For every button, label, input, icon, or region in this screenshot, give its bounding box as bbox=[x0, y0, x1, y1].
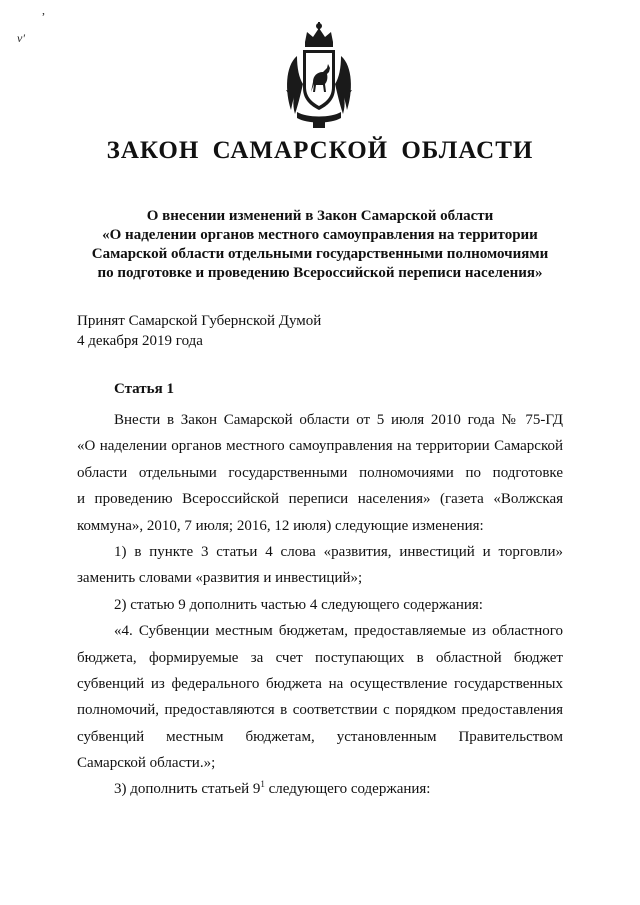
article-line: субвенций из федерального бюджета на осуществление государственных bbox=[77, 675, 563, 692]
article-superscript: 1 bbox=[260, 779, 265, 790]
article-line: «4. Субвенции местным бюджетам, предоставляемые из областного bbox=[114, 623, 563, 640]
adoption-date: 4 декабря 2019 года bbox=[77, 333, 203, 349]
article-line: и проведению Всероссийской переписи населения» (газета «Волжская bbox=[77, 491, 563, 508]
article-line: полномочий, предоставляются в соответствии с порядком предоставления bbox=[77, 702, 563, 719]
article-line: «О наделении органов местного самоуправления на территории Самарской bbox=[77, 438, 563, 455]
article-line: заменить словами «развития и инвестиций»; bbox=[77, 570, 363, 587]
subject-line: Самарской области отдельными государственными полномочиями bbox=[91, 246, 549, 262]
article-line: Самарской области.»; bbox=[77, 755, 216, 772]
law-subject bbox=[70, 207, 570, 283]
law-title: ЗАКОН САМАРСКОЙ ОБЛАСТИ bbox=[106, 137, 534, 164]
subject-line: О внесении изменений в Закон Самарской области bbox=[146, 208, 494, 224]
article-heading: Статья 1 bbox=[114, 381, 174, 397]
article-line: бюджета, формируемые за счет поступающих в областной бюджет bbox=[77, 649, 563, 666]
article-line-last bbox=[77, 776, 563, 802]
article-line: коммуна», 2010, 7 июля; 2016, 12 июля) следующие изменения: bbox=[77, 517, 484, 534]
margin-mark-side: v' bbox=[17, 31, 25, 45]
adoption-body: Принят Самарской Губернской Думой bbox=[77, 313, 322, 329]
article-line-text: следующего содержания: bbox=[264, 781, 431, 798]
article-body bbox=[77, 407, 563, 803]
article-line: области отдельными государственными полномочиями по подготовке bbox=[77, 464, 563, 481]
article-line: субвенций местным бюджетам, установленным Правительством bbox=[77, 728, 563, 745]
margin-mark-top: , bbox=[42, 3, 45, 17]
samara-coat-of-arms-icon bbox=[283, 22, 355, 130]
article-line: Внести в Закон Самарской области от 5 июля 2010 года № 75-ГД bbox=[114, 412, 563, 428]
article-line-text: 3) дополнить статьей 9 bbox=[114, 781, 261, 798]
subject-line: по подготовке и проведению Всероссийской переписи населения» bbox=[97, 265, 543, 281]
subject-line: «О наделении органов местного самоуправления на территории bbox=[102, 227, 538, 243]
article-line: 1) в пункте 3 статьи 4 слова «развития, инвестиций и торговли» bbox=[114, 543, 563, 560]
article-line: 2) статью 9 дополнить частью 4 следующего содержания: bbox=[114, 596, 483, 613]
adoption-note bbox=[77, 311, 321, 351]
